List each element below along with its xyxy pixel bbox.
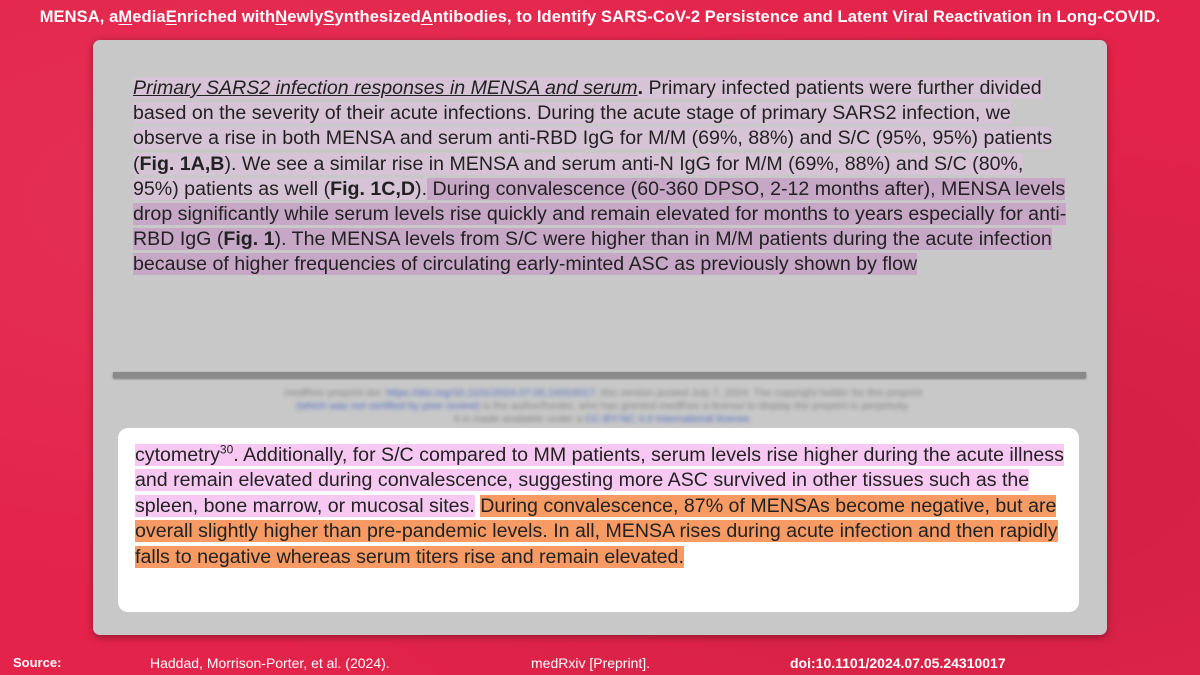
fig-ref-1: Fig. 1: [223, 228, 275, 251]
sentence-4: The MENSA levels from S/C were higher than in M/M patients during the acute infection because of higher frequencies of circulating early-minted ASC as previously shown by flow: [133, 228, 1052, 276]
sentence-1: Primary infected patients were further divided based on the severity of their acute infections. During the acute stage of primary SARS2 infection, we observe a rise in both MENSA and serum anti-RBD IgG for M/M (69%, 88%) and S/C (95%, 95%) patients (: [133, 77, 1053, 175]
cytometry-text: cytometry: [135, 444, 220, 466]
title-part: MENSA, a: [39, 7, 119, 26]
sentence-3: During convalescence (60-360 DPSO, 2-12 months after), MENSA levels drop significantly while serum levels rise quickly and remain elevated for months to years especially for anti-RBD IgG (: [133, 177, 1067, 251]
source-doi: doi:10.1101/2024.07.05.24310017: [790, 655, 1006, 671]
license-link[interactable]: CC-BY-NC 4.0 International license: [585, 413, 750, 425]
title-part: ntibodies, to Identify SARS-CoV-2 Persistence and Latent Viral Reactivation in Long-COVID.: [432, 7, 1161, 26]
sentence-3-end: ).: [274, 228, 287, 251]
source-label: Source:: [13, 655, 62, 670]
sentence-2: ). We see a similar rise in MENSA and serum anti-N IgG for M/M (69%, 88%) and S/C (80%, 95%) patients as well (: [133, 152, 1024, 200]
title-part: ewly: [287, 7, 324, 26]
source-citation-row: [0, 652, 1200, 674]
doi-link[interactable]: https://doi.org/10.1101/2024.07.05.24310017: [386, 387, 595, 399]
additional-findings-text: . Additionally, for S/C compared to MM patients, serum levels rise higher during the acute illness and remain elevated during convalescence, suggesting more ASC survived in other tissues such as the spleen, bone marrow, or mucosal sites.: [135, 444, 1064, 517]
paragraph-lead-heading: Primary SARS2 infection responses in MENSA and serum: [133, 77, 638, 99]
source-venue: medRxiv [Preprint].: [531, 655, 651, 671]
title-part: edia: [132, 7, 166, 26]
footer-text: medRxiv preprint doi:: [283, 387, 387, 399]
preprint-footer-blurred: [153, 387, 1053, 426]
footer-text: .: [749, 413, 753, 425]
footer-text: ; this version posted July 7, 2024. The copyright holder for this preprint: [594, 387, 923, 399]
highlighted-excerpt-panel: [118, 428, 1079, 612]
convalescence-summary-text: During convalescence, 87% of MENSAs become negative, but are overall slightly higher than pre-pandemic levels. In all, MENSA rises during acute infection and then rapidly falls to negative whereas serum titers rise and remain elevated.: [135, 494, 1058, 568]
primary-infection-paragraph: [133, 76, 1073, 278]
source-authors: Haddad, Morrison-Porter, et al. (2024).: [150, 655, 390, 671]
citation-superscript: 30: [219, 442, 234, 457]
page-break-divider: [113, 372, 1086, 378]
title-part: A: [420, 7, 433, 26]
title-part: nriched with: [176, 7, 276, 26]
sentence-2-end: ).: [415, 177, 428, 200]
title-part: N: [275, 7, 288, 26]
title-part: M: [118, 7, 133, 26]
fig-ref-1ab: Fig. 1A,B: [139, 152, 225, 175]
title-part: S: [323, 7, 335, 26]
convalescence-paragraph: [135, 443, 1065, 570]
title-part: E: [165, 7, 177, 26]
footer-text: It is made available under a: [453, 413, 586, 425]
fig-ref-1cd: Fig. 1C,D: [330, 177, 416, 200]
title-part: ynthesized: [334, 7, 421, 26]
slide-title: [0, 0, 1200, 34]
peer-review-link[interactable]: (which was not certified by peer review): [296, 400, 480, 412]
footer-text: is the author/funder, who has granted medRxiv a license to display the preprint in perpetuity.: [479, 400, 910, 412]
lead-period: .: [637, 77, 644, 99]
